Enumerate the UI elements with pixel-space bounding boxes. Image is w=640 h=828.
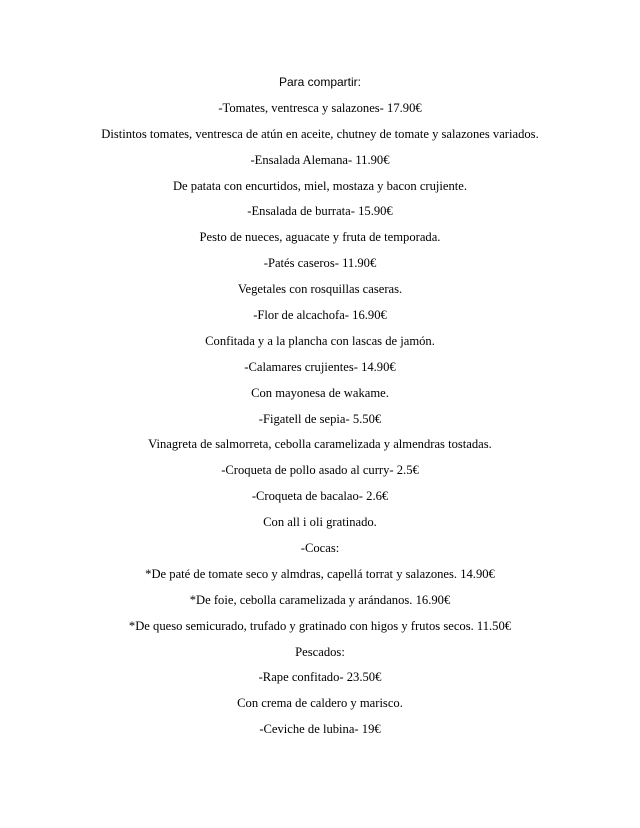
dish-description-calamares: Con mayonesa de wakame. — [251, 385, 389, 400]
dish-calamares-crujientes: -Calamares crujientes- 14.90€ — [244, 359, 396, 374]
dish-ensalada-alemana: -Ensalada Alemana- 11.90€ — [250, 152, 390, 167]
dish-figatell-sepia: -Figatell de sepia- 5.50€ — [258, 411, 382, 426]
dish-description-flor-alcachofa: Confitada y a la plancha con lascas de jamón. — [205, 333, 435, 348]
menu-text — [0, 73, 640, 746]
dish-coca-pate-tomate: *De paté de tomate seco y almdras, capellá torrat y salazones. 14.90€ — [145, 566, 495, 581]
dish-description-figatell: Vinagreta de salmorreta, cebolla caramelizada y almendras tostadas. — [148, 437, 492, 452]
section-heading-pescados: Pescados: — [295, 644, 345, 659]
section-heading-para-compartir: Para compartir: — [278, 75, 362, 89]
dish-croqueta-bacalao: -Croqueta de bacalao- 2.6€ — [251, 489, 389, 504]
dish-description-rape: Con crema de caldero y marisco. — [237, 696, 403, 711]
dish-description-ensalada-alemana: De patata con encurtidos, miel, mostaza y bacon crujiente. — [172, 178, 468, 193]
dish-description-tomates: Distintos tomates, ventresca de atún en aceite, chutney de tomate y salazones variados. — [101, 126, 539, 141]
dish-description-pates-caseros: Vegetales con rosquillas caseras. — [237, 282, 403, 297]
section-heading-cocas: -Cocas: — [300, 541, 340, 556]
dish-pates-caseros: -Patés caseros- 11.90€ — [263, 256, 377, 271]
dish-ceviche-lubina: -Ceviche de lubina- 19€ — [259, 722, 381, 737]
dish-description-ensalada-burrata: Pesto de nueces, aguacate y fruta de temporada. — [199, 230, 441, 245]
dish-description-croqueta-bacalao: Con all i oli gratinado. — [263, 515, 377, 530]
dish-croqueta-pollo-curry: -Croqueta de pollo asado al curry- 2.5€ — [221, 463, 419, 478]
dish-rape-confitado: -Rape confitado- 23.50€ — [258, 670, 382, 685]
dish-flor-alcachofa: -Flor de alcachofa- 16.90€ — [253, 308, 387, 323]
dish-tomates-ventresca-salazones: -Tomates, ventresca y salazones- 17.90€ — [218, 100, 422, 115]
dish-coca-queso-semicurado: *De queso semicurado, trufado y gratinado con higos y frutos secos. 11.50€ — [128, 618, 512, 633]
dish-coca-foie: *De foie, cebolla caramelizada y arándanos. 16.90€ — [189, 592, 451, 607]
dish-ensalada-burrata: -Ensalada de burrata- 15.90€ — [247, 204, 393, 219]
